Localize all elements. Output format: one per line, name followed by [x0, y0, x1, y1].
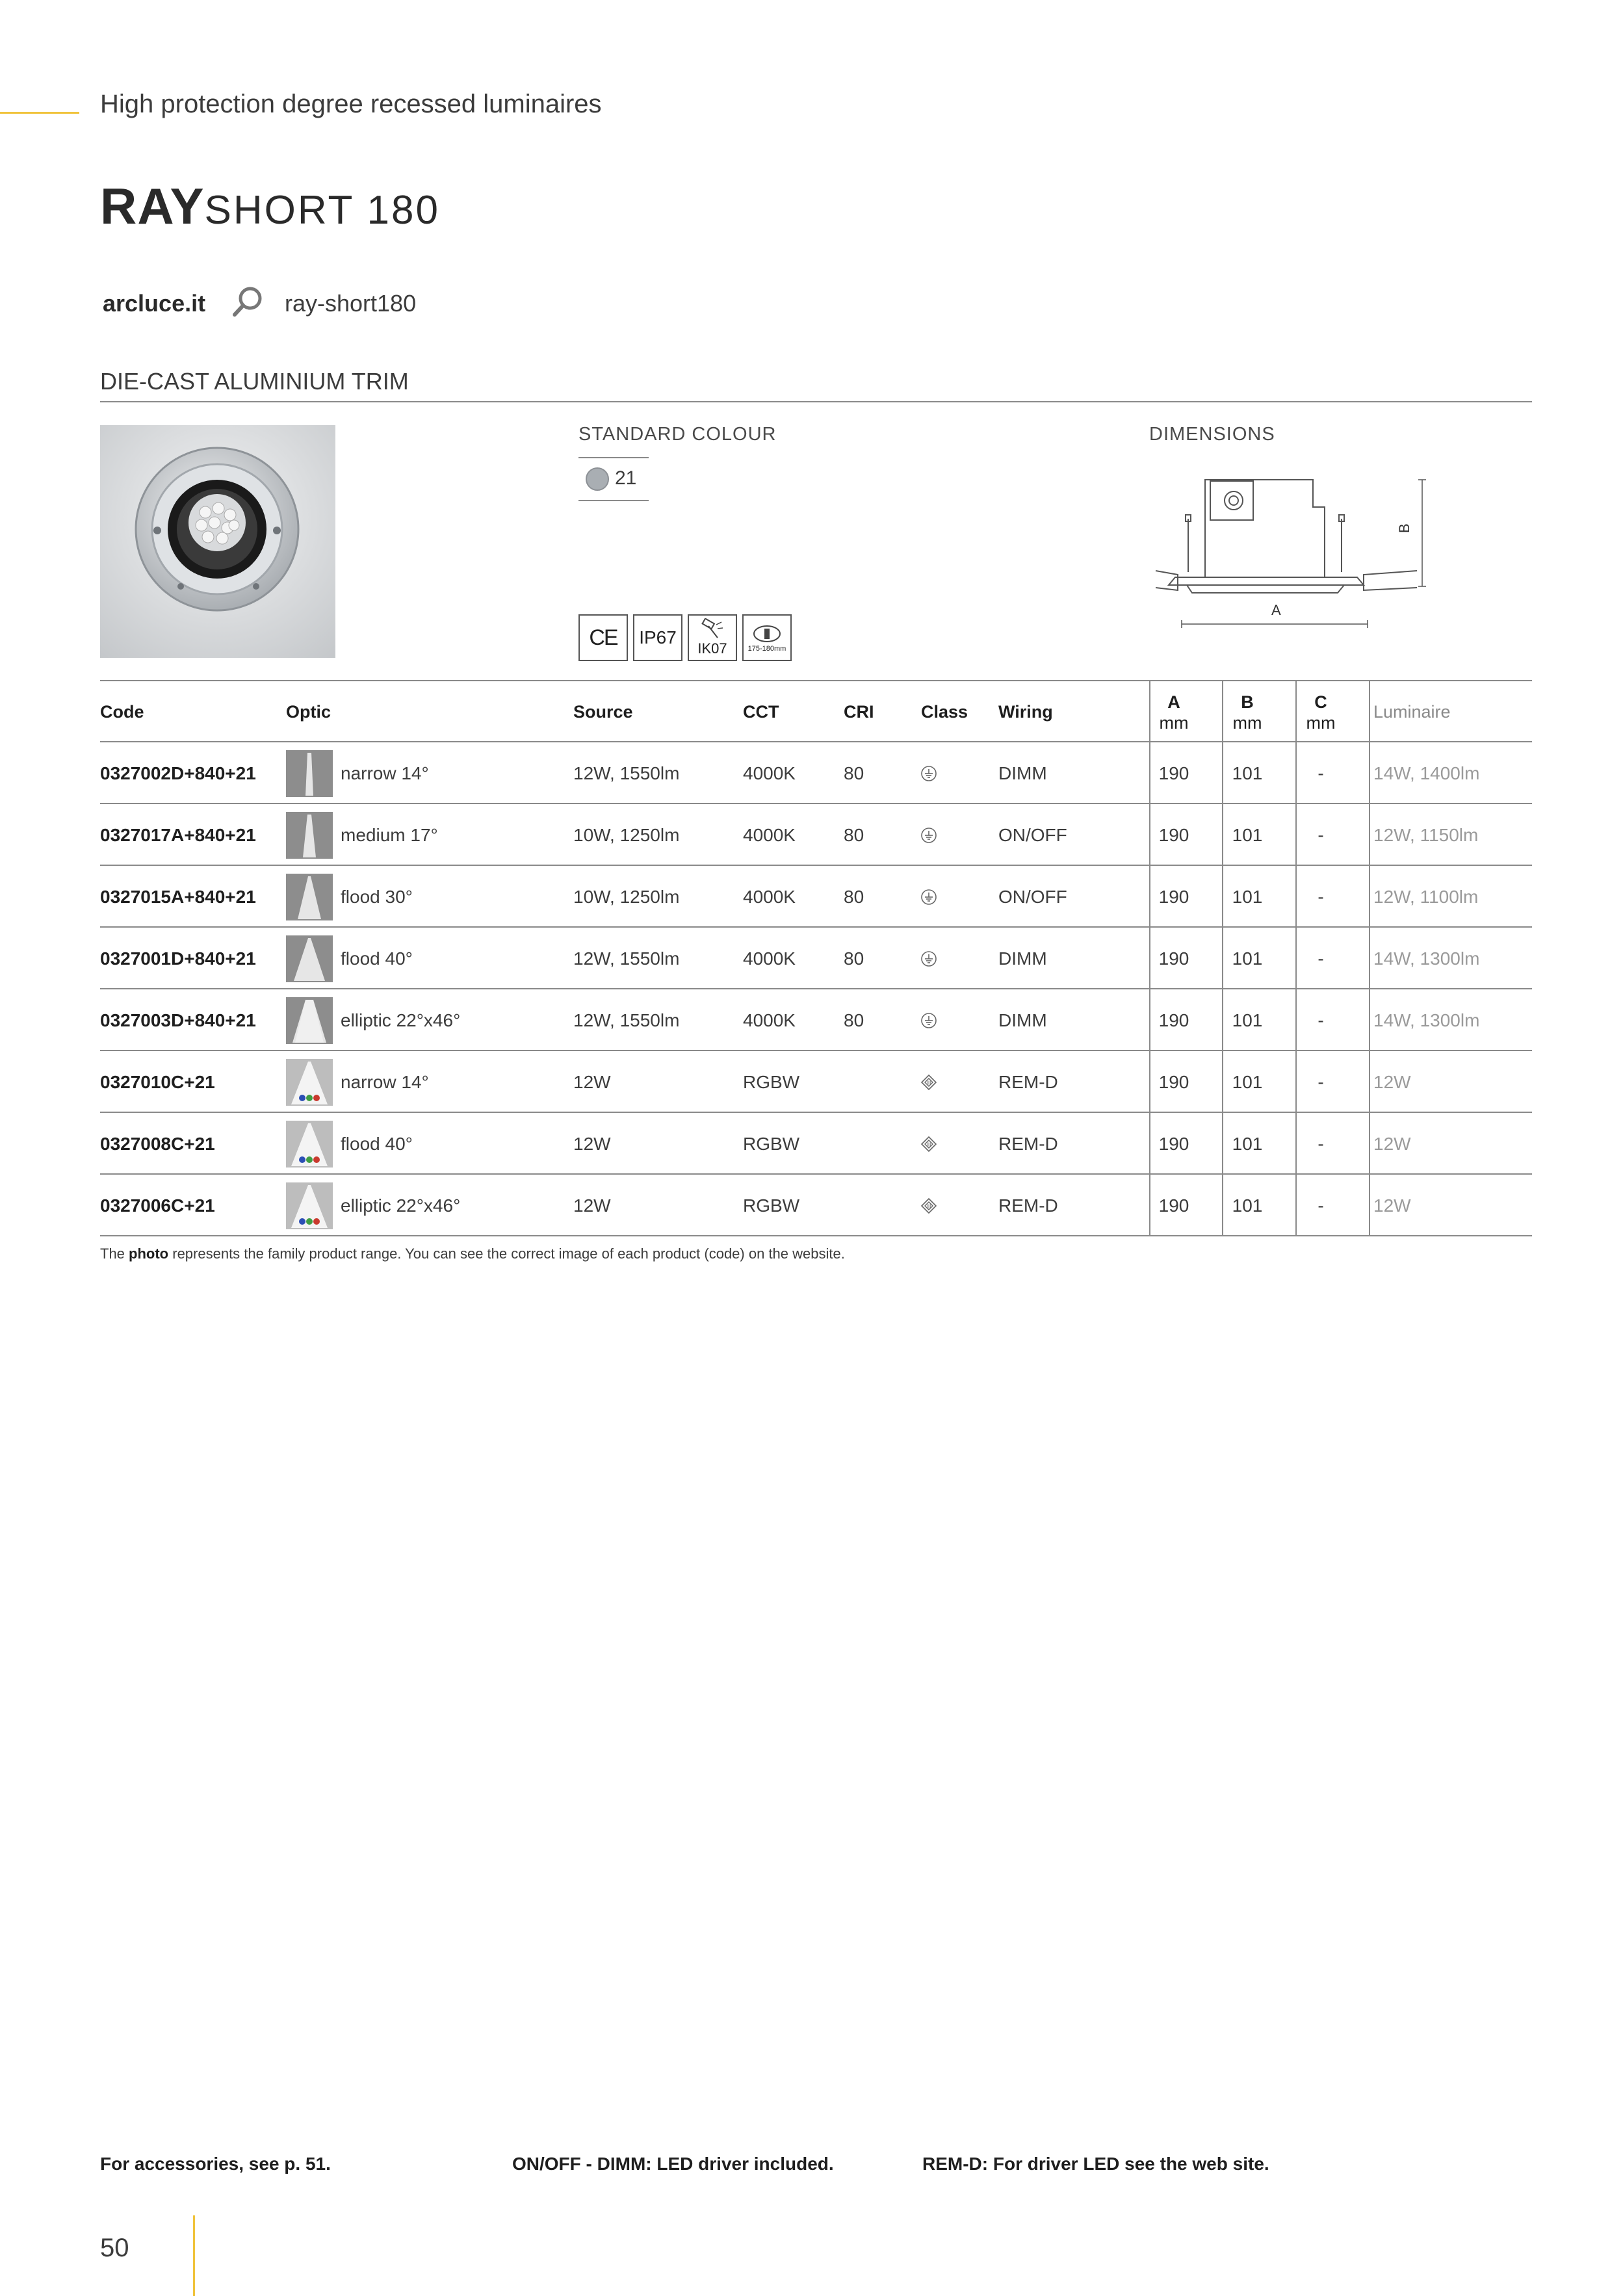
- source-value: 12W: [573, 1195, 611, 1216]
- ip-rating-badge: [633, 614, 682, 661]
- dim-c-value: -: [1318, 763, 1324, 783]
- cri-value: 80: [844, 824, 864, 845]
- luminaire-value: 12W, 1150lm: [1373, 824, 1479, 845]
- dim-b-value: 101: [1232, 1195, 1263, 1216]
- header-b-label: B: [1241, 692, 1254, 712]
- earth-class-icon: [920, 827, 937, 844]
- source-value: 12W, 1550lm: [573, 1010, 680, 1030]
- product-code[interactable]: 0327010C+21: [100, 1071, 215, 1092]
- cct-value: 4000K: [743, 948, 796, 969]
- class-symbol-icon: [920, 889, 937, 906]
- class-symbol-icon: [920, 1136, 937, 1153]
- optic-beam-icon: [286, 750, 333, 797]
- header-a-label: A: [1167, 692, 1180, 712]
- cutout-text: 175-180mm: [747, 645, 786, 653]
- search-icon: [231, 285, 265, 319]
- class-symbol-icon: [920, 765, 937, 782]
- luminaire-value: 12W: [1373, 1133, 1411, 1154]
- svg-text:III: III: [926, 1141, 931, 1147]
- optic-label: flood 40°: [341, 948, 413, 969]
- earth-class-icon: [920, 889, 937, 906]
- wiring-value: DIMM: [998, 763, 1047, 783]
- class-symbol-icon: [920, 1012, 937, 1029]
- section-title: DIE-CAST ALUMINIUM TRIM: [100, 368, 409, 395]
- table-top-rule: [100, 680, 1532, 681]
- beam-shape-icon: [286, 1182, 333, 1229]
- cutout-badge: [742, 614, 792, 661]
- note-suffix: represents the family product range. You can see the correct image of each product (code) on the website.: [168, 1246, 845, 1262]
- dim-a-value: 190: [1158, 886, 1189, 907]
- dim-b-value: 101: [1232, 1010, 1263, 1030]
- colour-option: [578, 457, 649, 501]
- dim-b-value: 101: [1232, 824, 1263, 845]
- optic-beam-icon: [286, 874, 333, 920]
- class-symbol-icon: [920, 827, 937, 844]
- product-code[interactable]: 0327015A+840+21: [100, 886, 256, 907]
- dim-a-value: 190: [1158, 948, 1189, 969]
- luminaire-value: 12W: [1373, 1071, 1411, 1092]
- product-code[interactable]: 0327017A+840+21: [100, 824, 256, 845]
- luminaire-value: 12W: [1373, 1195, 1411, 1216]
- note-bold: photo: [129, 1246, 169, 1262]
- wiring-value: ON/OFF: [998, 824, 1067, 845]
- dimension-column-divider: [1369, 680, 1370, 1236]
- note-prefix: The: [100, 1246, 129, 1262]
- beam-shape-icon: [286, 935, 333, 982]
- accent-rule: [0, 112, 79, 114]
- product-title-light: SHORT 180: [204, 188, 440, 233]
- dimensions-label: DIMENSIONS: [1149, 424, 1275, 445]
- beam-shape-icon: [286, 997, 333, 1044]
- beam-shape-icon: [286, 874, 333, 920]
- source-value: 12W: [573, 1071, 611, 1092]
- optic-beam-icon: [286, 1121, 333, 1168]
- cct-value: RGBW: [743, 1133, 800, 1154]
- class-symbol-icon: [920, 1074, 937, 1091]
- table-header-rule: [100, 741, 1532, 742]
- dim-a-value: 190: [1158, 763, 1189, 783]
- cri-value: 80: [844, 763, 864, 783]
- dim-a-value: 190: [1158, 1195, 1189, 1216]
- product-code[interactable]: 0327002D+840+21: [100, 763, 256, 783]
- table-row-rule: [100, 988, 1532, 989]
- table-row-rule: [100, 803, 1532, 804]
- ce-mark-text: CE: [589, 625, 617, 650]
- driver-note: ON/OFF - DIMM: LED driver included.: [512, 2154, 834, 2174]
- dim-c-value: -: [1318, 886, 1324, 907]
- cct-value: 4000K: [743, 763, 796, 783]
- cct-value: 4000K: [743, 824, 796, 845]
- source-value: 12W, 1550lm: [573, 948, 680, 969]
- dim-a-label: A: [1271, 602, 1281, 618]
- product-code[interactable]: 0327008C+21: [100, 1133, 215, 1154]
- wiring-value: REM-D: [998, 1133, 1058, 1154]
- dim-c-value: -: [1318, 948, 1324, 969]
- optic-beam-icon: [286, 1059, 333, 1106]
- remd-note: REM-D: For driver LED see the web site.: [922, 2154, 1269, 2174]
- wiring-value: REM-D: [998, 1195, 1058, 1216]
- photo-note: [100, 1246, 845, 1262]
- cct-value: 4000K: [743, 1010, 796, 1030]
- page-number: 50: [100, 2234, 129, 2262]
- standard-colour-label: STANDARD COLOUR: [578, 424, 777, 445]
- table-row-rule: [100, 1050, 1532, 1051]
- colour-swatch: [586, 467, 609, 491]
- optic-label: flood 30°: [341, 886, 413, 907]
- product-photo: [100, 425, 335, 658]
- header-a: [1137, 692, 1210, 733]
- dim-c-value: -: [1318, 824, 1324, 845]
- optic-beam-icon: [286, 1182, 333, 1229]
- luminaire-value: 12W, 1100lm: [1373, 886, 1479, 907]
- optic-label: flood 40°: [341, 1133, 413, 1154]
- dim-a-value: 190: [1158, 1010, 1189, 1030]
- luminaire-value: 14W, 1300lm: [1373, 1010, 1480, 1030]
- source-value: 12W: [573, 1133, 611, 1154]
- optic-label: elliptic 22°x46°: [341, 1195, 461, 1216]
- optic-label: narrow 14°: [341, 763, 429, 783]
- optic-label: medium 17°: [341, 824, 438, 845]
- dimensions-drawing: [1149, 468, 1435, 637]
- section-divider: [100, 401, 1532, 402]
- optic-beam-icon: [286, 812, 333, 859]
- hammer-icon: [699, 618, 725, 640]
- dim-a-value: 190: [1158, 1133, 1189, 1154]
- cri-value: 80: [844, 948, 864, 969]
- header-source: Source: [573, 702, 633, 722]
- dim-a-value: 190: [1158, 824, 1189, 845]
- header-class: Class: [921, 702, 968, 722]
- header-a-unit: mm: [1159, 713, 1189, 733]
- beam-shape-icon: [286, 1121, 333, 1168]
- cct-value: RGBW: [743, 1195, 800, 1216]
- optic-label: narrow 14°: [341, 1071, 429, 1092]
- earth-class-icon: [920, 950, 937, 967]
- dim-c-value: -: [1318, 1195, 1324, 1216]
- dim-c-value: -: [1318, 1010, 1324, 1030]
- product-title: [100, 177, 440, 236]
- class-symbol-icon: [920, 950, 937, 967]
- page-category: High protection degree recessed luminaires: [100, 90, 602, 118]
- earth-class-icon: [920, 765, 937, 782]
- header-optic: Optic: [286, 702, 331, 722]
- dim-c-value: -: [1318, 1133, 1324, 1154]
- product-code[interactable]: 0327003D+840+21: [100, 1010, 256, 1030]
- source-value: 10W, 1250lm: [573, 824, 680, 845]
- header-code: Code: [100, 702, 144, 722]
- header-b-unit: mm: [1232, 713, 1262, 733]
- cct-value: RGBW: [743, 1071, 800, 1092]
- class-iii-icon: [920, 1136, 937, 1153]
- accessories-note: For accessories, see p. 51.: [100, 2154, 331, 2174]
- wiring-value: DIMM: [998, 1010, 1047, 1030]
- product-slug[interactable]: ray-short180: [285, 290, 417, 317]
- source-value: 10W, 1250lm: [573, 886, 680, 907]
- header-luminaire: Luminaire: [1373, 702, 1451, 722]
- class-symbol-icon: [920, 1197, 937, 1214]
- dim-b-value: 101: [1232, 948, 1263, 969]
- dim-b-label: B: [1396, 523, 1412, 533]
- ce-mark-icon: [578, 614, 628, 661]
- cct-value: 4000K: [743, 886, 796, 907]
- dim-b-value: 101: [1232, 763, 1263, 783]
- svg-text:III: III: [926, 1080, 931, 1086]
- luminaire-value: 14W, 1400lm: [1373, 763, 1480, 783]
- beam-shape-icon: [286, 750, 333, 797]
- wiring-value: REM-D: [998, 1071, 1058, 1092]
- page-accent-rule: [193, 2215, 195, 2296]
- table-row-rule: [100, 926, 1532, 928]
- table-row-rule: [100, 1112, 1532, 1113]
- optic-beam-icon: [286, 935, 333, 982]
- dim-a-value: 190: [1158, 1071, 1189, 1092]
- dim-b-value: 101: [1232, 1133, 1263, 1154]
- ip-rating-text: IP67: [639, 627, 677, 647]
- luminaire-value: 14W, 1300lm: [1373, 948, 1480, 969]
- colour-code: 21: [615, 467, 637, 489]
- source-value: 12W, 1550lm: [573, 763, 680, 783]
- dim-b-value: 101: [1232, 1071, 1263, 1092]
- class-iii-icon: [920, 1197, 937, 1214]
- optic-beam-icon: [286, 997, 333, 1044]
- wiring-value: ON/OFF: [998, 886, 1067, 907]
- dim-c-value: -: [1318, 1071, 1324, 1092]
- header-cct: CCT: [743, 702, 779, 722]
- ik-rating-badge: [688, 614, 737, 661]
- earth-class-icon: [920, 1012, 937, 1029]
- svg-text:III: III: [926, 1203, 931, 1209]
- product-code[interactable]: 0327001D+840+21: [100, 948, 256, 969]
- site-link[interactable]: arcluce.it: [103, 290, 206, 317]
- header-wiring: Wiring: [998, 702, 1053, 722]
- header-c-unit: mm: [1306, 713, 1336, 733]
- beam-shape-icon: [286, 812, 333, 859]
- cri-value: 80: [844, 886, 864, 907]
- class-iii-icon: [920, 1074, 937, 1091]
- wiring-value: DIMM: [998, 948, 1047, 969]
- header-cri: CRI: [844, 702, 874, 722]
- beam-shape-icon: [286, 1059, 333, 1106]
- product-code[interactable]: 0327006C+21: [100, 1195, 215, 1216]
- optic-label: elliptic 22°x46°: [341, 1010, 461, 1030]
- table-row-rule: [100, 865, 1532, 866]
- header-c-label: C: [1314, 692, 1327, 712]
- cri-value: 80: [844, 1010, 864, 1030]
- ik-rating-text: IK07: [697, 640, 727, 657]
- dim-b-value: 101: [1232, 886, 1263, 907]
- cutout-icon: [751, 623, 783, 645]
- table-row-rule: [100, 1173, 1532, 1175]
- product-title-bold: RAY: [100, 177, 205, 235]
- table-row-rule: [100, 1235, 1532, 1236]
